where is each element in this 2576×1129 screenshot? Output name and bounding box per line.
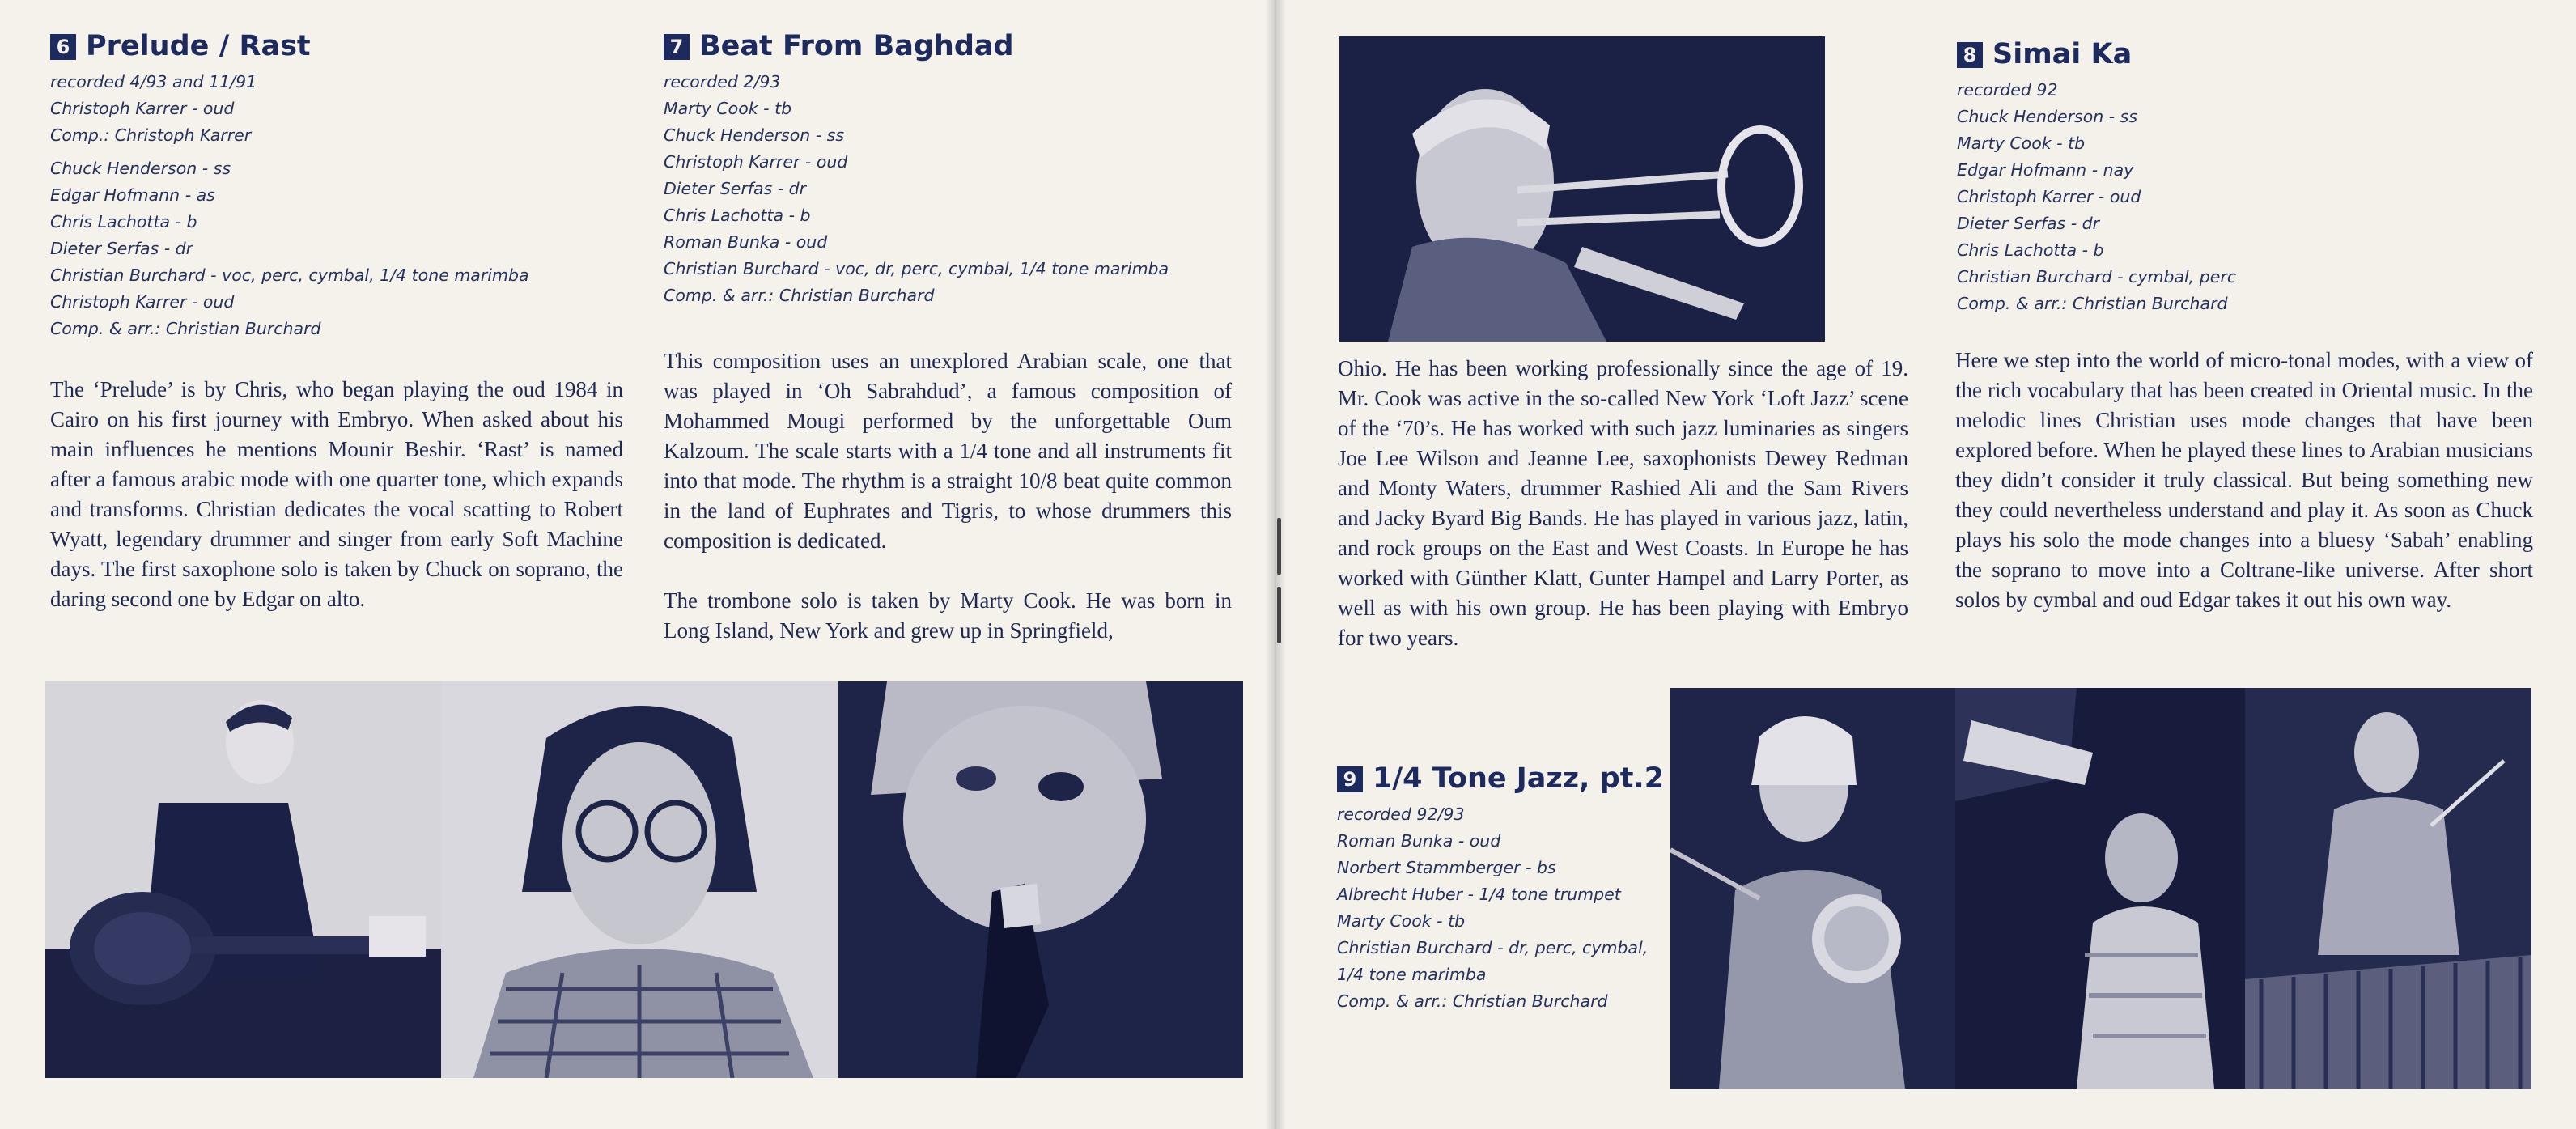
- track-number-badge: 8: [1957, 42, 1983, 68]
- track-7-block: [664, 32, 1246, 309]
- credit-line: recorded 4/93 and 11/91: [50, 72, 257, 91]
- track-9-heading: [1337, 762, 1677, 795]
- credit-line: Chris Lachotta - b: [50, 212, 197, 231]
- credit-line: Comp. & arr.: Christian Burchard: [50, 319, 321, 338]
- credit-line: Christoph Karrer - oud: [664, 152, 848, 172]
- credit-line: Chris Lachotta - b: [664, 206, 811, 225]
- track-9-block: [1337, 762, 1677, 1015]
- track-7-credits: [664, 69, 1246, 309]
- paragraph: Here we step into the world of micro-tonal modes, with a view of the rich vocabulary that has been created in Oriental music. In the melodic lines Christian uses mode changes that have been explored before. When he played these lines to Arabian musicians they didn’t consider it truly classical. But being something new they could nevertheless understand and play it. As soon as Chuck plays his solo the mode changes into a bluesy ‘Sabah’ enabling the soprano to move into a Coltrane-like universe. After short solos by cymbal and oud Edgar takes it out his own way.: [1955, 348, 2533, 612]
- credit-line: Christian Burchard - voc, perc, cymbal, 1/4 tone marimba: [50, 265, 529, 285]
- photo-banjo-player: [1670, 688, 1955, 1089]
- track-6-heading: [50, 32, 633, 61]
- photo-banjo-player-image: [1670, 688, 1955, 1089]
- credit-line: Marty Cook - tb: [664, 99, 792, 118]
- credit-line: Albrecht Huber - 1/4 tone trumpet: [1337, 885, 1621, 904]
- credit-line: Dieter Serfas - dr: [50, 239, 193, 258]
- track-7-heading: [664, 32, 1246, 61]
- credit-line: Comp. & arr.: Christian Burchard: [1337, 991, 1608, 1011]
- track-title: Beat From Baghdad: [699, 30, 1014, 62]
- photo-cafe-trauma-stage: [1955, 688, 2245, 1089]
- baghdad-text: [664, 346, 1232, 646]
- prelude-text: [50, 375, 623, 614]
- credit-line: Dieter Serfas - dr: [664, 179, 807, 198]
- photo-marimba-player: [2245, 688, 2531, 1089]
- credit-line: Edgar Hofmann - as: [50, 185, 215, 205]
- track-6-credits: [50, 69, 633, 342]
- credit-line: recorded 92: [1957, 80, 2058, 100]
- credit-line: Comp. & arr.: Christian Burchard: [664, 286, 935, 305]
- paragraph: This composition uses an unexplored Arabian scale, one that was played in ‘Oh Sabrahdud’, a famous composition of Mohammed Mougi performed by the unforgettable Oum Kalzoum. The scale starts with a 1/4 tone and all instruments fit into that mode. The rhythm is a straight 10/8 beat quite common in the land of Euphrates and Tigris, to whose drummers this composition is dedicated.: [664, 349, 1232, 553]
- credit-line: recorded 92/93: [1337, 804, 1465, 824]
- photo-saxophonist: [838, 681, 1243, 1078]
- cook-bio-text: [1338, 354, 1908, 653]
- track-9-credits: [1337, 801, 1677, 1015]
- track-6-block: [50, 32, 633, 342]
- photo-saxophonist-image: [838, 681, 1243, 1078]
- booklet-spine: [1265, 0, 1286, 1129]
- track-title: 1/4 Tone Jazz, pt.2: [1373, 762, 1665, 795]
- track-number-badge: 9: [1337, 766, 1363, 792]
- credit-line: Christoph Karrer - oud: [50, 292, 235, 312]
- credit-line: Christoph Karrer - oud: [1957, 187, 2141, 206]
- credit-line: Chris Lachotta - b: [1957, 240, 2104, 260]
- track-number-badge: 7: [664, 34, 690, 60]
- credit-line: Chuck Henderson - ss: [50, 159, 231, 178]
- photo-cafe-trauma-stage-image: [1955, 688, 2245, 1089]
- photo-marimba-player-image: [2245, 688, 2531, 1089]
- credit-line: Edgar Hofmann - nay: [1957, 160, 2134, 180]
- credit-line: Marty Cook - tb: [1957, 134, 2086, 153]
- photo-glasses-portrait: [441, 681, 838, 1078]
- credit-line: Christian Burchard - dr, perc, cymbal,: [1337, 938, 1649, 957]
- track-title: Simai Ka: [1992, 38, 2133, 70]
- photo-oud-player-image: [45, 681, 441, 1078]
- photo-trombonist-image: [1339, 36, 1825, 342]
- credit-line: recorded 2/93: [664, 72, 781, 91]
- credit-line: Comp. & arr.: Christian Burchard: [1957, 294, 2228, 313]
- credit-line: Marty Cook - tb: [1337, 911, 1466, 931]
- credit-line: 1/4 tone marimba: [1337, 965, 1487, 984]
- staple-bottom: [1277, 587, 1281, 643]
- simai-text: [1955, 346, 2533, 615]
- photo-trombonist: [1339, 36, 1825, 342]
- track-8-credits: [1957, 77, 2523, 317]
- paragraph: Ohio. He has been working professionally since the age of 19. Mr. Cook was active in the so-called New York ‘Loft Jazz’ scene of the ‘70’s. He has worked with such jazz luminaries as singers Joe Lee Wilson and Jeanne Lee, saxophonists Dewey Redman and Monty Waters, drummer Rashied Ali and the Sam Rivers and Jacky Byard Big Bands. He has played in various jazz, latin, and rock groups on the East and West Coasts. In Europe he has worked with Günther Klatt, Gunter Hampel and Larry Porter, as well as with his own group. He has been playing with Embryo for two years.: [1338, 356, 1908, 650]
- track-number-badge: 6: [50, 34, 76, 60]
- credit-line: Christian Burchard - cymbal, perc: [1957, 267, 2237, 286]
- credit-line: Roman Bunka - oud: [664, 232, 828, 252]
- credit-line: Christoph Karrer - oud: [50, 99, 235, 118]
- credit-line: Norbert Stammberger - bs: [1337, 858, 1556, 877]
- credit-line: Chuck Henderson - ss: [1957, 107, 2138, 126]
- photo-oud-player: [45, 681, 441, 1078]
- credit-line: Chuck Henderson - ss: [664, 125, 845, 145]
- track-8-heading: [1957, 40, 2523, 69]
- paragraph: The trombone solo is taken by Marty Cook. He was born in Long Island, New York and grew up in Springfield,: [664, 588, 1232, 643]
- track-8-block: [1957, 40, 2523, 317]
- credit-line: Dieter Serfas - dr: [1957, 214, 2100, 233]
- staple-top: [1277, 518, 1281, 575]
- paragraph: The ‘Prelude’ is by Chris, who began playing the oud 1984 in Cairo on his first journey with Embryo. When asked about his main influences he mentions Mounir Beshir. ‘Rast’ is named after a famous arabic mode with one quarter tone, which expands and transforms. Christian dedicates the vocal scatting to Robert Wyatt, legendary drummer and singer from early Soft Machine days. The first saxophone solo is taken by Chuck on soprano, the daring second one by Edgar on alto.: [50, 377, 623, 611]
- credit-line: Roman Bunka - oud: [1337, 831, 1501, 851]
- photo-glasses-portrait-image: [441, 681, 838, 1078]
- credit-line: Christian Burchard - voc, dr, perc, cymbal, 1/4 tone marimba: [664, 259, 1169, 278]
- track-title: Prelude / Rast: [86, 30, 311, 62]
- credit-line: Comp.: Christoph Karrer: [50, 125, 252, 145]
